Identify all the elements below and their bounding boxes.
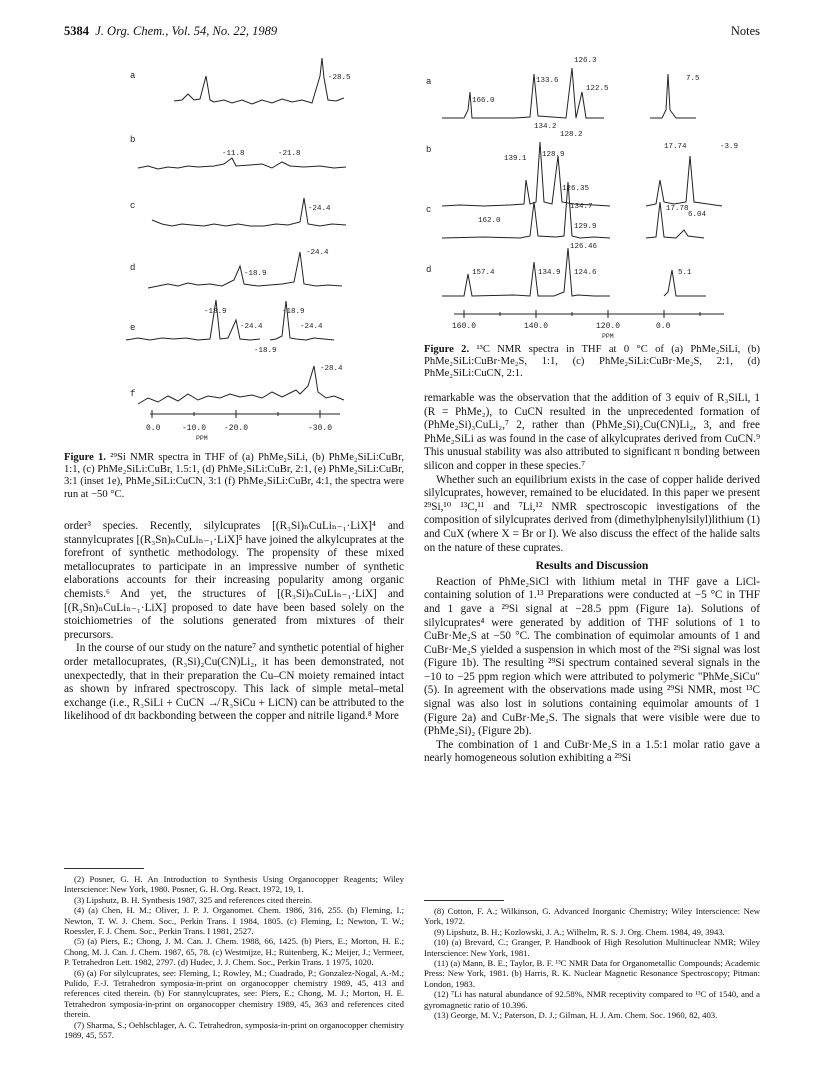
peak-label: -11.8 (222, 150, 245, 158)
peak-label: 122.5 (586, 85, 609, 93)
peak-label: 162.0 (478, 217, 501, 225)
footnote: (2) Posner, G. H. An Introduction to Synthesis Using Organocopper Reagents; Wiley Interscience: New York, 1980. Posner, G. H. Org. React. 1972, 19, 1. (64, 874, 404, 895)
peak-label: 7.5 (686, 75, 700, 83)
spectrum-trace (126, 300, 260, 340)
footnote: (13) George, M. V.; Paterson, D. J.; Gilman, H. J. Am. Chem. Soc. 1960, 82, 403. (434, 1010, 718, 1021)
peak-label: 128.2 (560, 131, 583, 139)
right-footnotes (424, 906, 760, 1020)
spectrum-label: d (426, 265, 432, 275)
peak-label: -21.8 (278, 150, 301, 158)
figure2-caption-label: Figure 2. (424, 344, 470, 355)
spectrum-label: e (130, 323, 136, 333)
left-column-body (64, 520, 404, 724)
body-paragraph: In the course of our study on the nature⁷ and synthetic potential of higher order metallocuprates, (R₃Si)₂Cu(CN)Li₂, it has been demonstrated, not unexpectedly, that in their preparation the Cu–CN moiety remained intact as shown by infrared spectroscopy. This lack of simple metal–metal exchange (i.e., R₃SiLi + CuCN ↛ R₃SiCu + LiCN) can be attributed to the likelihood of dπ backbonding between the copper and nitrile ligand.⁸ More (64, 642, 404, 723)
section-heading: Results and Discussion (535, 559, 649, 573)
figure1-caption-text: ²⁹Si NMR spectra in THF of (a) PhMe₂SiLi, (b) PhMe₂SiLi:CuBr, 1:1, (c) PhMe₂SiLi:CuBr, 1.5:1, (d) PhMe₂SiLi:CuBr, 2:1, (e) PhMe₂SiLi:CuBr, 3:1 (inset 1e), PhMe₂SiLi:CuCN, 3:1 (f) PhMe₂SiLi:CuBr, 4:1, the spectra were run at −50 °C. (64, 452, 404, 500)
figure1-spectra (64, 56, 404, 448)
peak-label: -24.4 (306, 249, 329, 257)
peak-label: 17.78 (666, 205, 689, 213)
body-paragraph: remarkable was the observation that the addition of 3 equiv of R₃SiLi, 1 (R = PhMe₂), to CuCN resulted in the unprecedented formation of (PhMe₂Si)₃CuLi₂,⁷ 2, rather than (PhMe₂Si)₂Cu(CN)Li₂, 3, and free PhMe₂SiLi as was found in the case of alkylcuprates derived from CuCN.⁹ This unusual stability was also attributed to significant π bonding between silicon and copper in these species.⁷ (424, 392, 760, 472)
footnote: (3) Lipshutz, B. H. Synthesis 1987, 325 and references cited therein. (74, 894, 313, 905)
spectrum-label: b (130, 135, 136, 145)
spectrum-trace (270, 301, 334, 340)
peak-label: 126.46 (570, 243, 598, 251)
axis-unit-label: PPM (602, 333, 614, 340)
axis-tick-label: -20.0 (224, 424, 249, 433)
section-name: Notes (730, 24, 760, 38)
peak-label: -18.9 (244, 270, 267, 278)
spectrum-label: c (130, 201, 136, 211)
spectrum-label: f (130, 389, 136, 399)
journal-citation: J. Org. Chem., Vol. 54, No. 22, 1989 (95, 24, 278, 38)
peak-label: -24.4 (240, 323, 263, 331)
peak-label: 133.6 (536, 77, 559, 85)
peak-label: -18.9 (282, 308, 305, 316)
peak-label: -28.5 (328, 74, 351, 82)
peak-label: -28.4 (320, 365, 343, 373)
body-paragraph: The combination of 1 and CuBr·Me₂S in a 1.5:1 molar ratio gave a nearly homogeneous solution exhibiting a ²⁹Si (424, 738, 760, 765)
spectrum-trace (174, 58, 344, 104)
figure1-caption (64, 452, 404, 501)
peak-label: 134.2 (534, 123, 557, 131)
figure2-caption-text: ¹³C NMR spectra in THF at 0 °C of (a) PhMe₂SiLi, (b) PhMe₂SiLi:CuBr·Me₂S, 1:1, (c) PhMe₂SiLi:CuBr·Me₂S, 2:1, (d) PhMe₂SiLi:CuCN, 2:1. (424, 344, 760, 380)
peak-label: -24.4 (300, 323, 323, 331)
footnote: (11) (a) Mann, B. E.; Taylor, B. F. ¹³C NMR Data for Organometallic Compounds; Academic Press: New York, 1981. (b) Harris, R. K. Nuclear Magnetic Resonance Spectroscopy; Pitman: London, 1983. (424, 958, 760, 989)
peak-label: 5.1 (678, 269, 692, 277)
peak-label: 166.0 (472, 97, 495, 105)
spectrum-label: a (130, 71, 136, 81)
spectrum-label: b (426, 145, 432, 155)
figure2-spectra (424, 52, 760, 342)
footnote: (5) (a) Piers, E.; Chong, J. M. Can. J. Chem. 1988, 66, 1425. (b) Piers, E.; Morton, H. E.; Chong, M. J. Can. J. Chem. 1987, 65, 78. (c) Westmijze, H.; Ruitenberg, K.; Meijer, J.; Vermeer, P. Tetrahedron Lett. 1982, 2797. (d) Hudec, J. J. Chem. Soc., Perkin Trans. 1 1975, 1020. (64, 936, 404, 968)
spectrum-trace (138, 158, 346, 169)
peak-label: -18.9 (204, 308, 227, 316)
body-paragraph: order³ species. Recently, silylcuprates [(R₃Si)ₙCuLiₙ₋₁·LiX]⁴ and stannylcuprates [(R₃Sn)ₙCuLiₙ₋₁·LiX]⁵ have joined the alkylcuprates at the forefront of synthetic methodology. The propensity of these mixed metallocuprates to participate in an impressive number of synthetic elaborations accounts for their increasing popularity among organic chemists.⁶ And yet, the structures of [(R₃Si)ₙCuLiₙ₋₁·LiX] and [(R₃Sn)ₙCuLiₙ₋₁·LiX] proposed to date have been based solely on the stoichiometries of the solutions generated from mixtures of their precursors. (64, 520, 404, 641)
body-paragraph: Reaction of PhMe₂SiCl with lithium metal in THF gave a LiCl-containing solution of 1.¹³ Preparations were conducted at −5 °C in THF and 1 gave a ²⁹Si signal at −28.5 ppm (Figure 1a). Solutions of silylcuprates⁴ were generated by addition of THF solutions of 1 to CuBr·Me₂S at −50 °C. The combination of equimolar amounts of 1 and CuBr·Me₂S yielded a suspension in which most of the ²⁹Si signal was lost (Figure 1b). The resulting ²⁹Si spectrum contained several signals in the −10 to −25 ppm region which were attributed to polymeric "PhMe₂SiCu" (5). In agreement with the observations made using ²⁹Si NMR, most ¹³C signal was also lost in solutions containing equimolar amounts of 1 (Figure 2a) and CuBr·Me₂S. The signals that were visible were due to (PhMe₂Si)₂ (Figure 2b). (424, 575, 760, 738)
spectrum-trace (646, 156, 722, 206)
peak-label: 134.9 (538, 269, 561, 277)
axis-tick-label: -30.0 (308, 424, 333, 433)
peak-label: 17.74 (664, 143, 687, 151)
spectrum-label: c (426, 205, 432, 215)
figure1-caption-label: Figure 1. (64, 452, 106, 463)
body-paragraph: Whether such an equilibrium exists in the case of copper halide derived silylcuprates, however, remained to be elucidated. In this paper we present ²⁹Si,¹⁰ ¹³C,¹¹ and ⁷Li,¹² NMR spectroscopic investigations of the composition of silylcuprates derived from (dimethylphenylsilyl)lithium (1) and CuX (where X = Br or I). We also discuss the effect of the halide salts on the nature of these cuprates. (424, 473, 760, 554)
axis-tick-label: 140.0 (524, 322, 549, 331)
spectrum-trace (442, 142, 610, 206)
peak-label: 126.3 (574, 57, 597, 65)
peak-label: 134.7 (570, 203, 593, 211)
spectrum-trace (442, 68, 604, 118)
peak-label: -3.9 (720, 143, 739, 151)
peak-label: 6.04 (688, 211, 707, 219)
footnote-rule (424, 900, 504, 901)
peak-label: 157.4 (472, 269, 495, 277)
spectrum-trace (138, 366, 344, 404)
axis-tick-label: 0.0 (656, 322, 671, 331)
footnote: (12) ⁷Li has natural abundance of 92.58%, NMR receptivity compared to ¹³C of 1540, and a gyromagnetic ratio of 10.396. (424, 989, 760, 1010)
right-column-body (424, 392, 760, 766)
figure2-caption (424, 344, 760, 381)
axis-tick-label: 120.0 (596, 322, 621, 331)
footnote: (8) Cotton, F. A.; Wilkinson, G. Advanced Inorganic Chemistry; Wiley Interscience: New York, 1972. (424, 906, 760, 927)
footnote: (7) Sharma, S.; Oehlschlager, A. C. Tetrahedron, symposia-in-print on organocopper chemistry 1989, 45, 557. (64, 1019, 404, 1041)
footnote: (6) (a) For silylcuprates, see: Fleming, I.; Rowley, M.; Cuadrado, P.; Gonzalez-Nogal, A.-M.; Pulido, F.-J. Tetrahedron symposia-in-print on organocopper chemistry 1989, 45, 413 and references cited therein. (b) For stannylcuprates, see: Piers, E.; Chong, M. J.; Morton, H. E. Tetrahedron symposia-in-print on organocopper chemistry 1989, 45, 363 and references cited therein. (64, 967, 404, 1020)
page-number: 5384 (64, 24, 89, 38)
spectrum-label: d (130, 263, 136, 273)
footnote: (9) Lipshutz, B. H.; Kozlowski, J. A.; Wilhelm, R. S. J. Org. Chem. 1984, 49, 3943. (434, 926, 725, 937)
axis-tick-label: 0.0 (146, 424, 161, 433)
peak-label: 126.35 (562, 185, 590, 193)
spectrum-label: a (426, 77, 432, 87)
footnote-rule (64, 868, 144, 869)
peak-label: 139.1 (504, 155, 527, 163)
footnote: (4) (a) Chen, H. M.; Oliver, J. P. J. Organomet. Chem. 1986, 316, 255. (b) Fleming, I.; Newton, T. W. J. Chem. Soc., Perkin Trans. I 1984, 1805. (c) Fleming, I.; Newton, T. W.; Roessler, F. J. Chem. Soc., Perkin Trans. I 1981, 2527. (64, 905, 404, 937)
peak-label: 129.9 (574, 223, 597, 231)
footnote: (10) (a) Brevard, C.; Granger, P. Handbook of High Resolution Multinuclear NMR; Wiley Interscience: New York, 1981. (424, 937, 760, 958)
running-header (64, 24, 277, 39)
axis-unit-label: PPM (196, 435, 208, 442)
peak-label: -18.9 (254, 347, 277, 355)
peak-label: 124.6 (574, 269, 597, 277)
axis-tick-label: -10.0 (182, 424, 207, 433)
axis-tick-label: 160.0 (452, 322, 477, 331)
peak-label: 128.9 (542, 151, 565, 159)
left-footnotes (64, 874, 404, 1041)
peak-label: -24.4 (308, 205, 331, 213)
